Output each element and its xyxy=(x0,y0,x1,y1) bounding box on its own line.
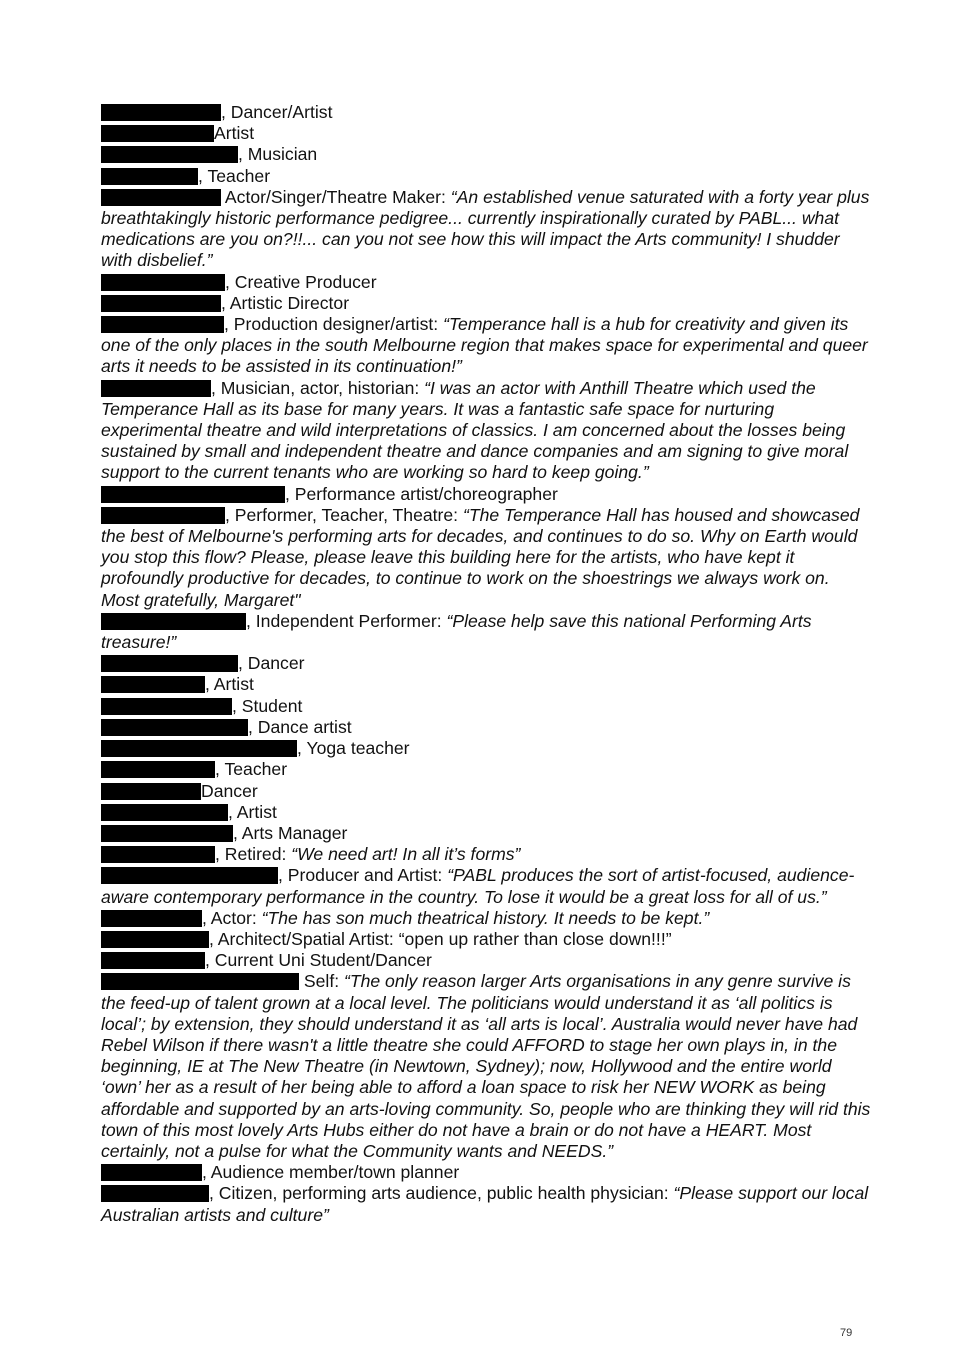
redaction-bar xyxy=(101,1164,202,1181)
signatory-role: , Performer, Teacher, Theatre: xyxy=(225,504,463,525)
redaction-bar xyxy=(101,846,215,863)
signatory-entry xyxy=(101,781,871,802)
signatory-entry xyxy=(101,802,871,823)
signatory-role: , Independent Performer: xyxy=(246,610,447,631)
redaction-bar xyxy=(101,698,232,715)
signatory-role: , Dance artist xyxy=(248,716,352,737)
signatory-role: , Artist xyxy=(228,801,277,822)
signatory-role: , Dancer xyxy=(238,653,305,674)
signatory-role: , Citizen, performing arts audience, public health physician: xyxy=(209,1183,674,1204)
redaction-bar xyxy=(101,931,209,948)
signatory-role: , Actor: xyxy=(202,907,262,928)
signatory-entry xyxy=(101,314,871,378)
signatory-entry xyxy=(101,865,871,907)
redaction-bar xyxy=(101,189,221,206)
redaction-bar xyxy=(101,910,202,927)
redaction-bar xyxy=(101,761,215,778)
signatory-entry xyxy=(101,505,871,611)
signatory-role: Self: xyxy=(299,971,344,992)
signatory-role: Artist xyxy=(214,123,255,144)
redaction-bar xyxy=(101,783,201,800)
signatory-role: , Arts Manager xyxy=(233,822,348,843)
signatory-entry xyxy=(101,144,871,165)
signatory-role: , Musician, actor, historian: xyxy=(211,377,425,398)
redaction-bar xyxy=(101,613,246,630)
redaction-bar xyxy=(101,146,238,163)
signatory-role: , Producer and Artist: xyxy=(278,865,448,886)
signatory-comment: “PABL produces the sort of artist-focused, audience-aware contemporary performance in the country. To lose it would be a great loss for all of us.” xyxy=(101,865,855,907)
signatory-role: , Musician xyxy=(238,144,318,165)
signatory-entry xyxy=(101,674,871,695)
signatory-role: , Yoga teacher xyxy=(297,738,410,759)
signatory-entry xyxy=(101,717,871,738)
signatory-entry xyxy=(101,971,871,1162)
signatory-entry xyxy=(101,844,871,865)
signatory-role: , Production designer/artist: xyxy=(224,314,444,335)
signatory-role: , Artist xyxy=(205,674,254,695)
signatory-entry xyxy=(101,102,871,123)
redaction-bar xyxy=(101,740,297,757)
signatory-role: , Teacher xyxy=(215,759,288,780)
redaction-bar xyxy=(101,104,221,121)
redaction-bar xyxy=(101,676,205,693)
signatory-comment: “An established venue saturated with a forty year plus breathtakingly historic performance pedigree... currently inspirationally curated by PABL... what medications are you on?!!... can you not see how this will impact the Arts community! I shudder with disbelief.” xyxy=(101,186,870,271)
signatory-entry xyxy=(101,929,871,950)
signatory-entry xyxy=(101,1183,871,1225)
signatory-role: , Teacher xyxy=(198,165,271,186)
redaction-bar xyxy=(101,380,211,397)
signatory-role: , Dancer/Artist xyxy=(221,102,333,122)
signatory-comment: “I was an actor with Anthill Theatre which used the Temperance Hall as its base for many years. It was a fantastic safe space for nurturing experimental theatre and wild interpretations of classics. I am concerned about the losses being sustained by small and independent theatre and dance companies and am signing to give moral support to the current tenants who are working so hard to keep going.” xyxy=(101,377,849,483)
redaction-bar xyxy=(101,655,238,672)
signatory-comment: “Please support our local Australian artists and culture” xyxy=(101,1183,869,1225)
signatory-entry xyxy=(101,611,871,653)
signatory-entry xyxy=(101,759,871,780)
signatory-entry xyxy=(101,950,871,971)
signatory-role: , Retired: xyxy=(215,844,292,865)
signatory-entry xyxy=(101,823,871,844)
signatory-list xyxy=(101,102,871,1226)
page-number: 79 xyxy=(840,1327,853,1339)
signatory-comment: “Temperance hall is a hub for creativity and given its one of the only places in the south Melbourne region that makes space for experimental and queer arts it needs to be assisted in its continuation!” xyxy=(101,314,868,377)
redaction-bar xyxy=(101,295,221,312)
signatory-entry xyxy=(101,738,871,759)
redaction-bar xyxy=(101,1185,209,1202)
redaction-bar xyxy=(101,507,225,524)
redaction-bar xyxy=(101,825,233,842)
signatory-comment: “The has son much theatrical history. It needs to be kept.” xyxy=(261,907,710,928)
signatory-comment: “Please help save this national Performing Arts treasure!” xyxy=(101,610,812,653)
signatory-role: , Student xyxy=(232,695,303,716)
signatory-role: Actor/Singer/Theatre Maker: xyxy=(221,186,451,207)
redaction-bar xyxy=(101,719,248,736)
signatory-comment: “We need art! In all it’s forms” xyxy=(291,844,521,865)
redaction-bar xyxy=(101,316,224,333)
signatory-entry xyxy=(101,293,871,314)
signatory-role: , Audience member/town planner xyxy=(202,1162,460,1183)
signatory-comment: “The only reason larger Arts organisations in any genre survive is the feed-up of talent grown at a local level. The politicians would understand it as ‘all politics is local’; by extension, they should understand it as ‘all arts is local’. Australia would never have had Rebel Wilson if there wasn't a little theatre she could AFFORD to stage her own plays in, in the beginning, IE at The New Theatre (in Newtown, Sydney); now, Hollywood and the entire world ‘own’ her as a result of her being able to afford a loan space to risk her NEW WORK as being affordable and supported by an arts-loving community. So, people who are thinking they will rid this town of this most lovely Arts Hubs either do not have a brain or do not have a HEART. Most certainly, not a pulse for what the Community wants and NEEDS.” xyxy=(101,971,871,1161)
redaction-bar xyxy=(101,486,285,503)
signatory-entry xyxy=(101,123,871,144)
signatory-entry xyxy=(101,187,871,272)
signatory-role: , Creative Producer xyxy=(225,271,377,292)
redaction-bar xyxy=(101,125,214,142)
redaction-bar xyxy=(101,973,299,990)
signatory-entry xyxy=(101,1162,871,1183)
signatory-role: , Performance artist/choreographer xyxy=(285,483,558,504)
redaction-bar xyxy=(101,804,228,821)
signatory-role: , Artistic Director xyxy=(221,292,350,313)
signatory-role: , Current Uni Student/Dancer xyxy=(205,950,432,971)
signatory-entry xyxy=(101,908,871,929)
redaction-bar xyxy=(101,952,205,969)
signatory-entry xyxy=(101,272,871,293)
signatory-role: , Architect/Spatial Artist: “open up rather than close down!!!” xyxy=(209,928,672,949)
signatory-entry xyxy=(101,166,871,187)
signatory-role: Dancer xyxy=(201,780,258,801)
signatory-entry xyxy=(101,378,871,484)
redaction-bar xyxy=(101,867,278,884)
signatory-entry xyxy=(101,484,871,505)
redaction-bar xyxy=(101,274,225,291)
redaction-bar xyxy=(101,168,198,185)
signatory-entry xyxy=(101,653,871,674)
signatory-entry xyxy=(101,696,871,717)
signatory-comment: “The Temperance Hall has housed and showcased the best of Melbourne's performing arts for decades, and continues to do so. Why on Earth would you stop this flow? Please, please leave this building here for the artists, who have kept it profoundly productive for decades, to continue to work on the shoestrings we always work on. Most gratefully, Margaret" xyxy=(101,504,860,610)
